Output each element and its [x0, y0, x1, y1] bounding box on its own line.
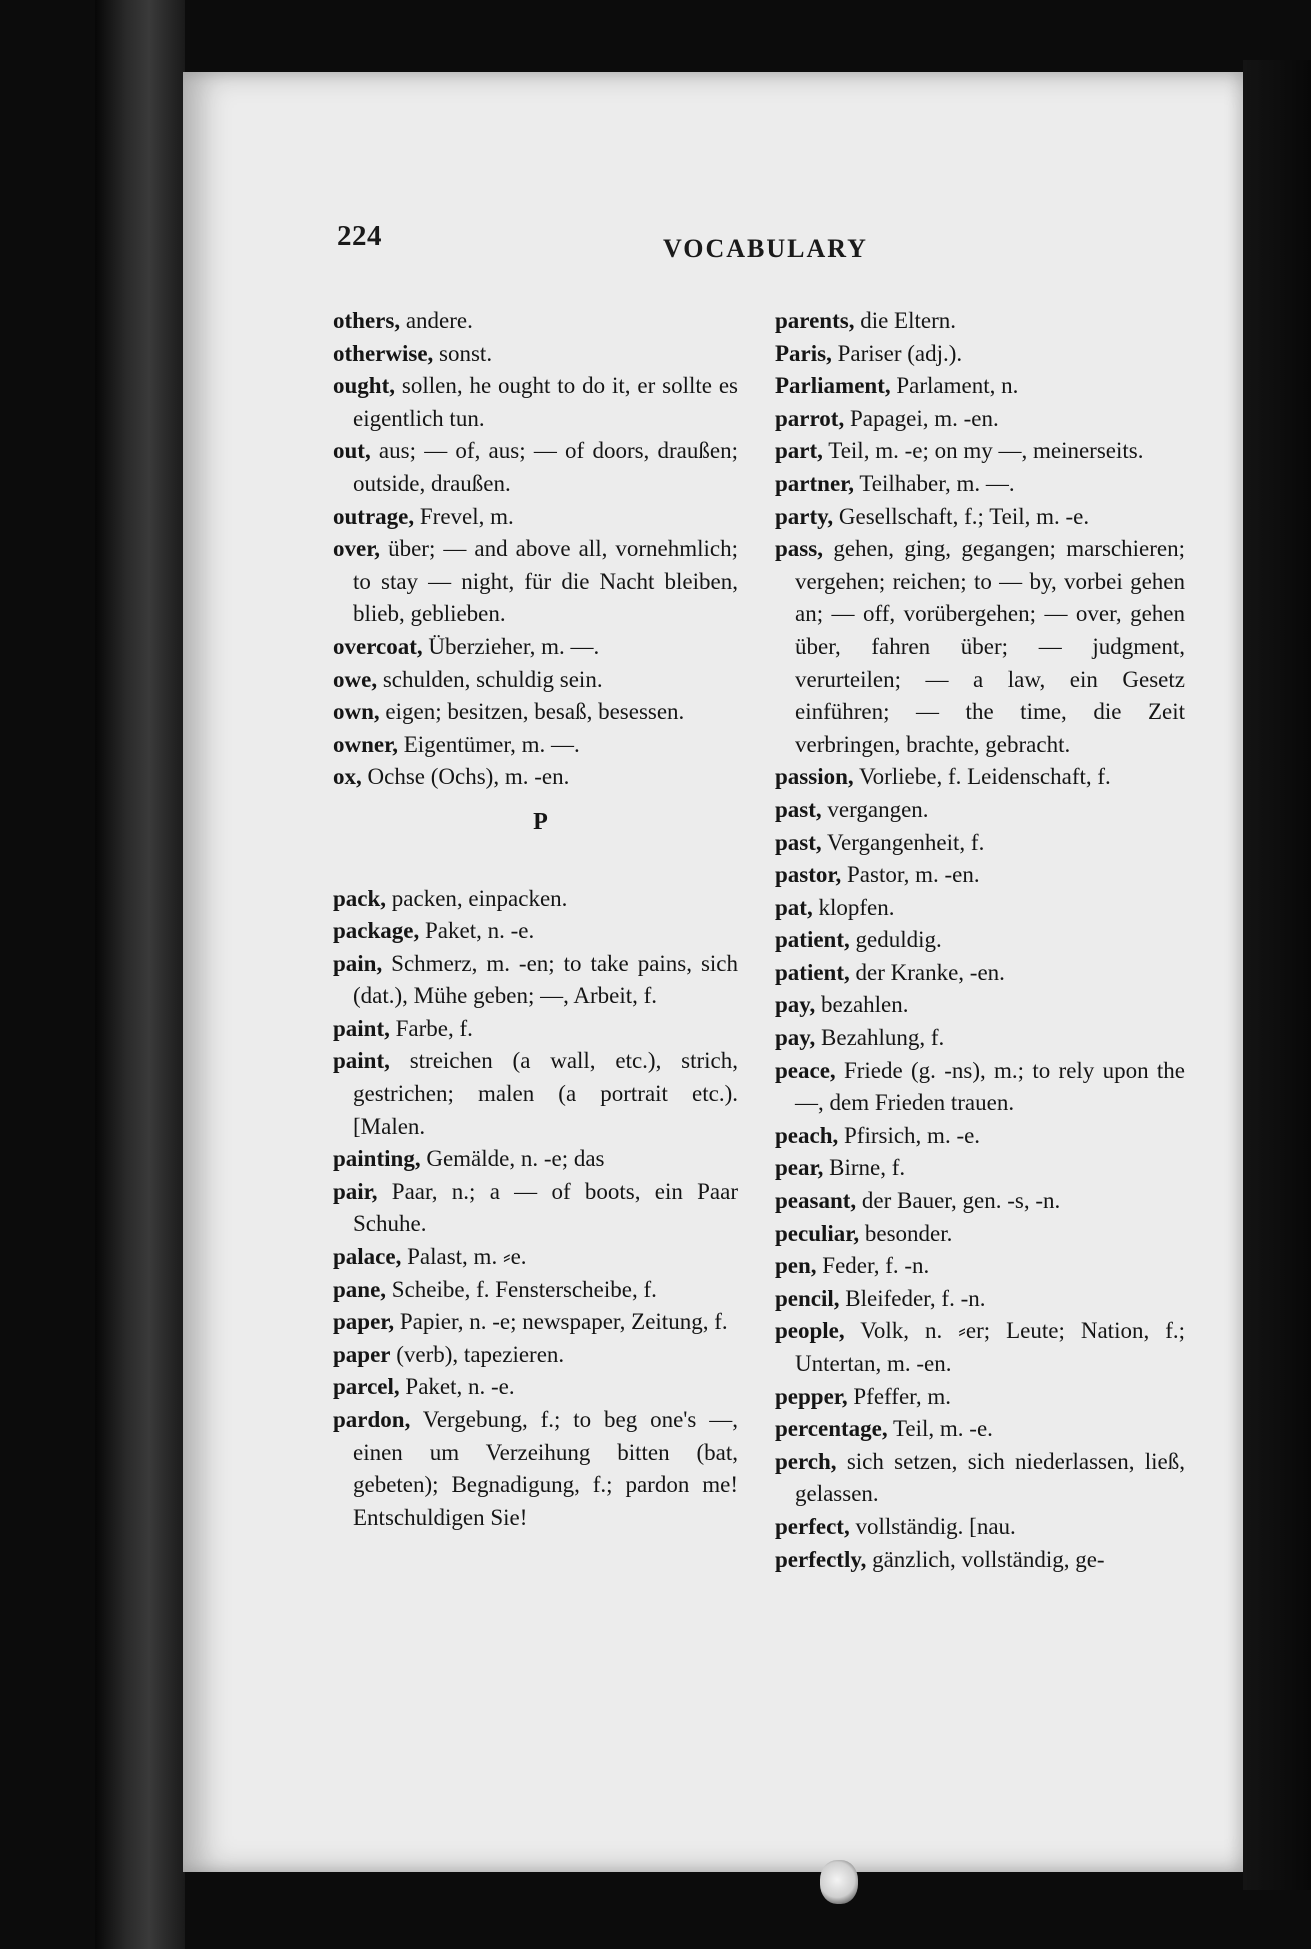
entry-headword: passion,: [775, 764, 854, 790]
vocabulary-entry: [333, 761, 738, 794]
entry-headword: ought,: [333, 373, 395, 399]
entry-headword: paint,: [333, 1048, 390, 1074]
vocabulary-entry: [775, 370, 1185, 403]
entry-definition: Feder, f. -n.: [816, 1253, 930, 1279]
entry-headword: peace,: [775, 1057, 836, 1083]
entry-headword: pepper,: [775, 1383, 848, 1409]
entry-headword: pack,: [333, 885, 387, 911]
vocabulary-entry: [333, 696, 738, 729]
vocabulary-column-left: [333, 305, 738, 1534]
vocabulary-entry: [775, 1152, 1185, 1185]
vocabulary-entry: [775, 1446, 1185, 1511]
entry-headword: otherwise,: [333, 340, 434, 366]
vocabulary-entry: [775, 1315, 1185, 1380]
entry-headword: ox,: [333, 764, 362, 790]
entry-definition: Palast, m. ⸗e.: [401, 1244, 527, 1270]
vocabulary-entry: [333, 631, 738, 664]
entry-headword: paper,: [333, 1309, 395, 1335]
entry-definition: vergangen.: [821, 796, 929, 822]
entry-headword: past,: [775, 829, 822, 855]
entry-definition: Papier, n. -e; newspaper, Zeitung, f.: [394, 1309, 728, 1335]
entry-definition: eigen; besitzen, besaß, besessen.: [379, 699, 685, 725]
vocabulary-entry: [333, 435, 738, 500]
vocabulary-entry: [775, 827, 1185, 860]
entry-headword: perfectly,: [775, 1546, 867, 1572]
vocabulary-entry: [333, 729, 738, 762]
vocabulary-entry: [333, 1241, 738, 1274]
vocabulary-entry: [775, 1022, 1185, 1055]
library-stamp-mark: [820, 1860, 858, 1904]
entry-definition: sich setzen, sich niederlassen, ließ, gelassen.: [795, 1448, 1185, 1507]
entry-headword: over,: [333, 536, 381, 562]
entry-headword: pencil,: [775, 1285, 840, 1311]
entry-definition: Friede (g. -ns), m.; to rely upon the —, dem Frieden trauen.: [795, 1057, 1185, 1116]
entry-definition: Teil, m. -e.: [887, 1416, 993, 1442]
entry-headword: paint,: [333, 1015, 390, 1041]
entry-definition: Ochse (Ochs), m. -en.: [361, 764, 570, 790]
entry-definition: sonst.: [433, 340, 493, 366]
entry-definition: Überzieher, m. —.: [422, 633, 600, 659]
vocabulary-entry: [775, 1544, 1185, 1577]
entry-definition: Pariser (adj.).: [831, 340, 963, 366]
entry-headword: pain,: [333, 950, 383, 976]
vocabulary-entry: [775, 1413, 1185, 1446]
entry-definition: sollen, he ought to do it, er sollte es eigentlich tun.: [353, 373, 738, 431]
entry-headword: party,: [775, 503, 834, 529]
entry-definition: packen, einpacken.: [386, 885, 568, 911]
entry-headword: parcel,: [333, 1374, 400, 1400]
entry-headword: percentage,: [775, 1416, 888, 1442]
entry-definition: bezahlen.: [815, 992, 909, 1018]
vocabulary-entry: [775, 761, 1185, 794]
entry-headword: patient,: [775, 927, 850, 953]
entry-definition: andere.: [400, 308, 473, 333]
vocabulary-entry: [333, 1176, 738, 1241]
vocabulary-entry: [333, 664, 738, 697]
vocabulary-entry: [333, 915, 738, 948]
entry-definition: die Eltern.: [854, 308, 956, 333]
vocabulary-entry: [775, 1120, 1185, 1153]
vocabulary-column-right: [775, 305, 1185, 1576]
entry-headword: peasant,: [775, 1188, 857, 1214]
entry-definition: Vergangenheit, f.: [821, 829, 985, 855]
entry-definition: Bleifeder, f. -n.: [839, 1285, 986, 1311]
entry-definition: (verb), tapezieren.: [390, 1341, 565, 1367]
entry-definition: der Bauer, gen. -s, -n.: [856, 1188, 1061, 1214]
entry-headword: palace,: [333, 1244, 402, 1270]
entry-definition: klopfen.: [812, 894, 895, 920]
entry-headword: own,: [333, 699, 380, 725]
entry-definition: schulden, schuldig sein.: [377, 666, 603, 692]
entry-headword: pear,: [775, 1155, 824, 1181]
entry-definition: gehen, ging, gegangen; marschieren; vergehen; reichen; to — by, vorbei gehen an; — off, vorübergehen; — over, gehen über, fahren über; — judgment, verurteilen; — a law, ein Gesetz einführen; — the time, die Zeit verbringen, brachte, gebracht.: [795, 536, 1185, 757]
vocabulary-entry: [775, 403, 1185, 436]
entry-definition: Pastor, m. -en.: [841, 862, 980, 888]
entry-headword: pastor,: [775, 862, 842, 888]
entry-headword: pair,: [333, 1178, 378, 1204]
entry-definition: Paket, n. -e.: [399, 1374, 515, 1400]
vocabulary-entry: [333, 1274, 738, 1307]
entry-headword: painting,: [333, 1146, 421, 1172]
vocabulary-entry: [775, 1283, 1185, 1316]
entry-definition: streichen (a wall, etc.), strich, gestrichen; malen (a portrait etc.). [Malen.: [353, 1048, 738, 1139]
entry-definition: Paket, n. -e.: [419, 918, 535, 944]
vocabulary-entry: [775, 338, 1185, 371]
entry-definition: Pfirsich, m. -e.: [838, 1122, 981, 1148]
entry-headword: parents,: [775, 308, 855, 333]
entry-headword: perch,: [775, 1448, 837, 1474]
entry-headword: pardon,: [333, 1407, 411, 1432]
vocabulary-entry: [775, 533, 1185, 761]
entry-headword: past,: [775, 796, 822, 822]
entry-headword: peach,: [775, 1122, 839, 1148]
vocabulary-entry: [775, 1055, 1185, 1120]
book-spine-shadow: [95, 0, 185, 1949]
vocabulary-entry: [775, 305, 1185, 338]
vocabulary-entry: [775, 1218, 1185, 1251]
entry-definition: Farbe, f.: [389, 1015, 473, 1041]
entry-headword: pane,: [333, 1276, 387, 1302]
entry-definition: vollständig. [nau.: [849, 1513, 1016, 1539]
vocabulary-entry: [775, 468, 1185, 501]
vocabulary-entry: [775, 1185, 1185, 1218]
entry-definition: Teil, m. -e; on my —, meinerseits.: [822, 438, 1144, 464]
vocabulary-entry: [775, 1511, 1185, 1544]
entry-headword: patient,: [775, 959, 850, 985]
vocabulary-entry: [333, 1306, 738, 1339]
entry-headword: pay,: [775, 1025, 816, 1051]
vocabulary-entry: [333, 1371, 738, 1404]
entry-headword: pat,: [775, 894, 813, 920]
entry-definition: Paar, n.; a — of boots, ein Paar Schuhe.: [353, 1178, 738, 1237]
vocabulary-entry: [333, 1045, 738, 1143]
entry-definition: Eigentümer, m. —.: [397, 731, 580, 757]
vocabulary-entry: [775, 892, 1185, 925]
vocabulary-entry: [775, 1250, 1185, 1283]
vocabulary-entry: [775, 957, 1185, 990]
entry-headword: perfect,: [775, 1513, 850, 1539]
entry-headword: others,: [333, 308, 401, 333]
vocabulary-entry: [333, 533, 738, 631]
entry-headword: Parliament,: [775, 373, 891, 399]
entry-headword: pay,: [775, 992, 816, 1018]
entry-headword: owe,: [333, 666, 378, 692]
vocabulary-entry: [333, 338, 738, 371]
entry-definition: gänzlich, vollständig, ge-: [866, 1546, 1105, 1572]
vocabulary-entry: [333, 1404, 738, 1534]
entry-headword: pen,: [775, 1253, 817, 1279]
entry-definition: aus; — of, aus; — of doors, draußen; outside, draußen.: [353, 438, 738, 496]
vocabulary-entry: [333, 370, 738, 435]
entry-headword: peculiar,: [775, 1220, 860, 1246]
entry-definition: Scheibe, f. Fensterscheibe, f.: [386, 1276, 657, 1302]
entry-headword: out,: [333, 438, 371, 464]
running-head: VOCABULARY: [663, 234, 868, 263]
entry-headword: outrage,: [333, 503, 415, 529]
entry-headword: people,: [775, 1318, 845, 1344]
entry-definition: Vorliebe, f. Leidenschaft, f.: [853, 764, 1111, 790]
entry-headword: part,: [775, 438, 823, 464]
entry-headword: owner,: [333, 731, 398, 757]
entry-definition: Bezahlung, f.: [815, 1025, 945, 1051]
entry-definition: besonder.: [859, 1220, 953, 1246]
entry-definition: Schmerz, m. -en; to take pains, sich (dat.), Mühe geben; —, Arbeit, f.: [353, 950, 738, 1009]
entry-definition: Teilhaber, m. —.: [854, 470, 1015, 496]
vocabulary-entry: [333, 1143, 738, 1176]
vocabulary-entry: [775, 1381, 1185, 1414]
vocabulary-entry: [333, 1013, 738, 1046]
vocabulary-entry: [333, 948, 738, 1013]
entry-definition: geduldig.: [849, 927, 942, 953]
entry-headword: Paris,: [775, 340, 832, 366]
entry-definition: Gemälde, n. -e; das: [420, 1146, 605, 1172]
book-page: [183, 72, 1243, 1872]
vocabulary-entry: [775, 989, 1185, 1022]
entry-definition: Vergebung, f.; to beg one's —, einen um Verzeihung bitten (bat, gebeten); Begnadigung, f.; pardon me! Entschuldigen Sie!: [353, 1407, 738, 1530]
page-number: 224: [337, 220, 382, 252]
vocabulary-entry: [333, 305, 738, 338]
entry-definition: Frevel, m.: [414, 503, 514, 529]
entry-definition: Pfeffer, m.: [847, 1383, 952, 1409]
entry-definition: der Kranke, -en.: [849, 959, 1005, 985]
entry-definition: über; — and above all, vornehmlich; to stay — night, für die Nacht bleiben, blieb, geblieben.: [353, 536, 738, 627]
vocabulary-entry: [775, 794, 1185, 827]
entry-definition: Gesellschaft, f.; Teil, m. -e.: [833, 503, 1090, 529]
entry-definition: Volk, n. ⸗er; Leute; Nation, f.; Untertan, m. -en.: [795, 1318, 1185, 1376]
vocabulary-entry: [775, 924, 1185, 957]
vocabulary-entry: [775, 501, 1185, 534]
entry-headword: overcoat,: [333, 633, 423, 659]
facing-page-edge: [1243, 60, 1311, 1890]
vocabulary-entry: [775, 859, 1185, 892]
entry-headword: package,: [333, 918, 420, 944]
entry-headword: pass,: [775, 536, 823, 562]
vocabulary-entry: [333, 1339, 738, 1372]
entry-headword: parrot,: [775, 405, 845, 431]
entry-definition: Parlament, n.: [890, 373, 1019, 399]
entry-headword: paper: [333, 1341, 391, 1367]
vocabulary-entry: [775, 435, 1185, 468]
entry-headword: partner,: [775, 470, 855, 496]
vocabulary-entry: [333, 501, 738, 534]
entry-definition: Papagei, m. -en.: [844, 405, 999, 431]
section-letter: P: [533, 808, 548, 835]
vocabulary-entry: [333, 883, 738, 916]
entry-definition: Birne, f.: [823, 1155, 906, 1181]
